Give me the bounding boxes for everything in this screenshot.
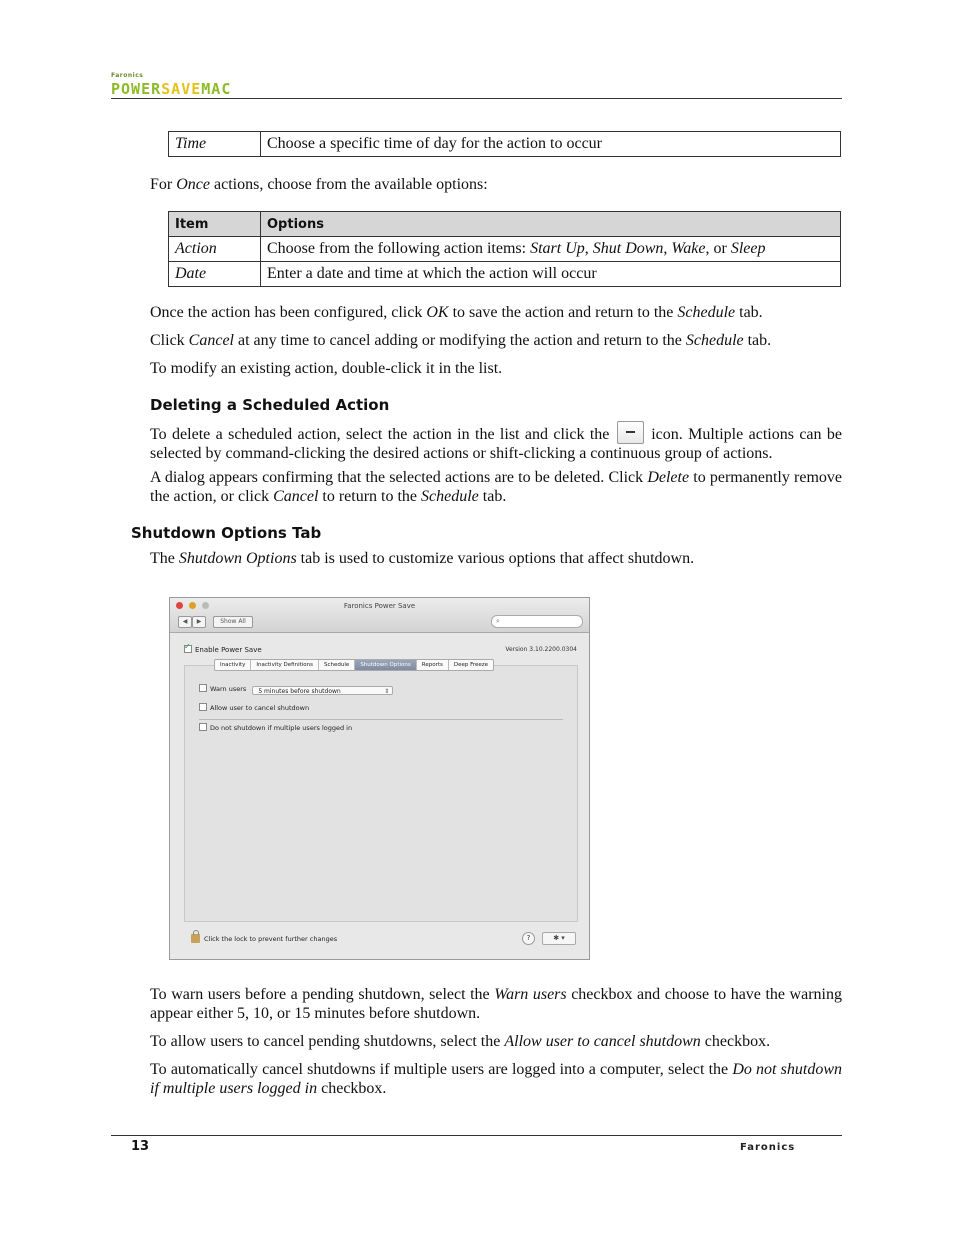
para-warn: To warn users before a pending shutdown, select the Warn users checkbox and choose to have the warning appear either 5, 10, or 15 minutes before shutdown. — [150, 986, 842, 1022]
gear-menu-button[interactable]: ✱ ▾ — [542, 932, 576, 945]
lock-icon[interactable] — [191, 934, 200, 943]
checkbox-icon — [199, 723, 207, 731]
lock-row — [191, 934, 337, 943]
header-brand-small: Faronics — [111, 72, 144, 79]
logo-save: SAVE — [161, 80, 202, 98]
checkbox-icon — [199, 684, 207, 692]
table-cell-options: Choose a specific time of day for the action to occur — [261, 132, 841, 157]
para-multi: To automatically cancel shutdowns if multiple users are logged into a computer, select the Do not shutdown if multiple users logged in checkbox. — [150, 1061, 843, 1097]
checkbox-icon — [184, 645, 192, 653]
table-row — [169, 237, 841, 262]
time-options-table — [168, 131, 841, 157]
back-button[interactable]: ◀ — [178, 616, 192, 628]
para-modify: To modify an existing action, double-click it in the list. — [150, 360, 503, 377]
table-cell-options: Choose from the following action items: Start Up, Shut Down, Wake, or Sleep — [261, 237, 841, 262]
para-shutdown: The Shutdown Options tab is used to customize various options that affect shutdown. — [150, 550, 695, 567]
warn-time-select[interactable]: 5 minutes before shutdown ⇕ — [252, 686, 393, 695]
warn-users-checkbox[interactable]: Warn users 5 minutes before shutdown ⇕ — [199, 684, 393, 695]
allow-cancel-checkbox[interactable]: Allow user to cancel shutdown — [199, 703, 309, 712]
table-header-row — [169, 212, 841, 237]
tab-schedule[interactable]: Schedule — [319, 660, 355, 670]
heading-delete: Deleting a Scheduled Action — [150, 396, 390, 414]
search-input[interactable] — [491, 615, 583, 628]
footer-brand: Faronics — [740, 1142, 796, 1153]
version-label: Version 3.10.2200.0304 — [505, 646, 577, 653]
search-icon: ⌕ — [496, 617, 500, 625]
para-cancel: Click Cancel at any time to cancel adding or modifying the action and return to the Schedule tab. — [150, 332, 772, 349]
window-title: Faronics Power Save — [343, 602, 416, 610]
minus-icon — [617, 421, 644, 444]
table-cell-item: Time — [169, 132, 261, 157]
para-dialog: A dialog appears confirming that the selected actions are to be deleted. Click Delete to permanently remove the action, or click Cancel to return to the Schedule tab. — [150, 469, 843, 505]
para-once: For Once actions, choose from the available options: — [150, 176, 488, 193]
lock-text: Click the lock to prevent further changes — [204, 935, 338, 943]
help-button[interactable]: ? — [522, 932, 535, 945]
para-delete: To delete a scheduled action, select the action in the list and click the icon. Multiple actions can be selected by command-clicking the desired actions or shift-clicking a continuous group of actions. — [150, 421, 842, 463]
table-header-options: Options — [261, 212, 841, 237]
table-cell-item: Action — [169, 237, 261, 262]
tab-deep-freeze[interactable]: Deep Freeze — [453, 662, 489, 668]
panel-divider — [199, 719, 563, 720]
tab-shutdown-options[interactable]: Shutdown Options — [355, 660, 416, 670]
para-ok: Once the action has been configured, click OK to save the action and return to the Schedule tab. — [150, 304, 763, 321]
table-cell-options: Enter a date and time at which the action will occur — [261, 262, 841, 287]
window-titlebar — [170, 598, 589, 633]
tab-bar — [214, 659, 494, 671]
table-row — [169, 262, 841, 287]
power-save-window — [169, 597, 590, 960]
page-number: 13 — [131, 1139, 150, 1154]
logo-power: POWER — [111, 80, 162, 98]
show-all-button[interactable]: Show All — [213, 616, 253, 628]
para-allow: To allow users to cancel pending shutdowns, select the Allow user to cancel shutdown checkbox. — [150, 1033, 771, 1050]
tab-inactivity-definitions[interactable]: Inactivity Definitions — [251, 660, 319, 670]
tab-reports[interactable]: Reports — [417, 660, 449, 670]
tab-panel — [184, 665, 578, 922]
table-header-item: Item — [169, 212, 261, 237]
product-logo — [111, 80, 231, 98]
multi-user-checkbox[interactable]: Do not shutdown if multiple users logged in — [199, 723, 352, 732]
table-cell-item: Date — [169, 262, 261, 287]
enable-power-save-checkbox[interactable]: ✓Enable Power Save — [184, 645, 262, 654]
header-rule — [111, 98, 842, 99]
tab-inactivity[interactable]: Inactivity — [215, 660, 251, 670]
forward-button[interactable]: ▶ — [192, 616, 206, 628]
footer-rule — [111, 1135, 842, 1136]
table-row — [169, 132, 841, 157]
checkbox-icon — [199, 703, 207, 711]
heading-shutdown: Shutdown Options Tab — [131, 524, 322, 542]
logo-mac: MAC — [201, 80, 232, 98]
once-options-table — [168, 211, 841, 287]
